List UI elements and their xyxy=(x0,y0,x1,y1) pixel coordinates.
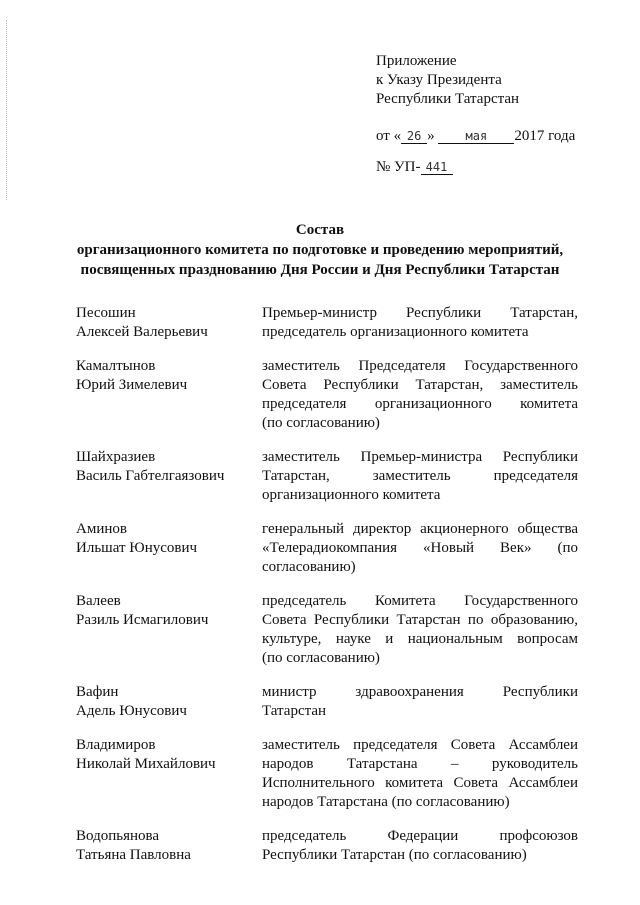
number-value: 441 xyxy=(421,160,453,175)
member-surname: Владимиров xyxy=(76,737,156,753)
decree-date xyxy=(376,127,575,146)
member-row xyxy=(76,448,578,505)
member-role-line: культуре, науке и национальным вопросам xyxy=(262,631,578,647)
date-prefix: от « xyxy=(376,128,402,144)
member-role-line: Татарстан xyxy=(262,703,327,719)
member-surname: Аминов xyxy=(76,521,127,537)
member-given-name: Разиль Исмагилович xyxy=(76,612,209,628)
member-role-line: (по согласованию) xyxy=(262,650,380,666)
appendix-line-2: к Указу Президента xyxy=(376,72,502,88)
member-row xyxy=(76,357,578,433)
document-title xyxy=(0,220,640,280)
member-surname: Шайхразиев xyxy=(76,449,156,465)
member-role-line: заместитель председателя Совета Ассамблеи xyxy=(262,737,578,753)
member-row xyxy=(76,736,578,812)
member-name xyxy=(76,592,262,668)
appendix-header xyxy=(376,52,575,177)
member-role-line: Премьер-министр Республики Татарстан, xyxy=(262,305,578,321)
member-role-line: заместитель Премьер-министра Республики xyxy=(262,449,578,465)
member-role xyxy=(262,357,578,433)
title-line-3: посвященных празднованию Дня России и Дня Республики Татарстан xyxy=(80,262,560,278)
member-given-name: Ильшат Юнусович xyxy=(76,540,198,556)
member-role xyxy=(262,520,578,577)
member-row xyxy=(76,592,578,668)
member-row xyxy=(76,304,578,342)
member-role-line: «Телерадиокомпания «Новый Век» (по xyxy=(262,540,578,556)
member-role xyxy=(262,304,578,342)
member-name xyxy=(76,827,262,865)
member-role xyxy=(262,592,578,668)
member-role-line: председатель организационного комитета xyxy=(262,324,529,340)
member-role xyxy=(262,736,578,812)
title-line-2: организационного комитета по подготовке и проведению мероприятий, xyxy=(76,242,564,258)
member-surname: Вафин xyxy=(76,684,119,700)
member-role-line: министр здравоохранения Республики xyxy=(262,684,578,700)
date-suffix: 2017 года xyxy=(514,128,576,144)
member-name xyxy=(76,520,262,577)
member-role-line: Исполнительного комитета Совета Ассамблеи xyxy=(262,775,578,791)
date-day: 26 xyxy=(401,129,427,144)
member-surname: Валеев xyxy=(76,593,121,609)
member-given-name: Татьяна Павловна xyxy=(76,847,191,863)
member-given-name: Юрий Зимелевич xyxy=(76,377,188,393)
member-name xyxy=(76,683,262,721)
member-surname: Песошин xyxy=(76,305,136,321)
date-month: мая xyxy=(438,129,514,144)
decree-number xyxy=(376,158,575,177)
member-name xyxy=(76,357,262,433)
member-role-line: согласованию) xyxy=(262,559,356,575)
appendix-line-1: Приложение xyxy=(376,53,457,69)
member-name xyxy=(76,736,262,812)
committee-members-list xyxy=(76,304,578,880)
member-role xyxy=(262,683,578,721)
date-mid: » xyxy=(427,128,435,144)
member-role-line: Татарстан, заместитель председателя xyxy=(262,468,578,484)
member-role-line: (по согласованию) xyxy=(262,415,380,431)
number-prefix: № УП- xyxy=(376,159,421,175)
member-role-line: народов Татарстана (по согласованию) xyxy=(262,794,510,810)
member-row xyxy=(76,520,578,577)
member-given-name: Адель Юнусович xyxy=(76,703,187,719)
member-role-line: Республики Татарстан (по согласованию) xyxy=(262,847,527,863)
member-role-line: генеральный директор акционерного общества xyxy=(262,521,578,537)
member-role-line: народов Татарстана – руководитель xyxy=(262,756,578,772)
member-role-line: организационного комитета xyxy=(262,487,441,503)
member-surname: Камалтынов xyxy=(76,358,156,374)
scan-margin-mark xyxy=(6,20,8,200)
member-role-line: председателя организационного комитета xyxy=(262,396,578,412)
member-role xyxy=(262,448,578,505)
member-name xyxy=(76,448,262,505)
member-row xyxy=(76,827,578,865)
member-given-name: Алексей Валерьевич xyxy=(76,324,208,340)
title-line-1: Состав xyxy=(295,222,345,238)
member-role-line: Совета Республики Татарстан, заместитель xyxy=(262,377,578,393)
member-row xyxy=(76,683,578,721)
member-given-name: Николай Михайлович xyxy=(76,756,216,772)
member-role-line: председатель Комитета Государственного xyxy=(262,593,578,609)
appendix-line-3: Республики Татарстан xyxy=(376,91,520,107)
member-role-line: Совета Республики Татарстан по образованию, xyxy=(262,612,578,628)
member-role xyxy=(262,827,578,865)
member-surname: Водопьянова xyxy=(76,828,160,844)
member-name xyxy=(76,304,262,342)
member-role-line: заместитель Председателя Государственного xyxy=(262,358,578,374)
member-role-line: председатель Федерации профсоюзов xyxy=(262,828,578,844)
member-given-name: Василь Габтелгаязович xyxy=(76,468,225,484)
